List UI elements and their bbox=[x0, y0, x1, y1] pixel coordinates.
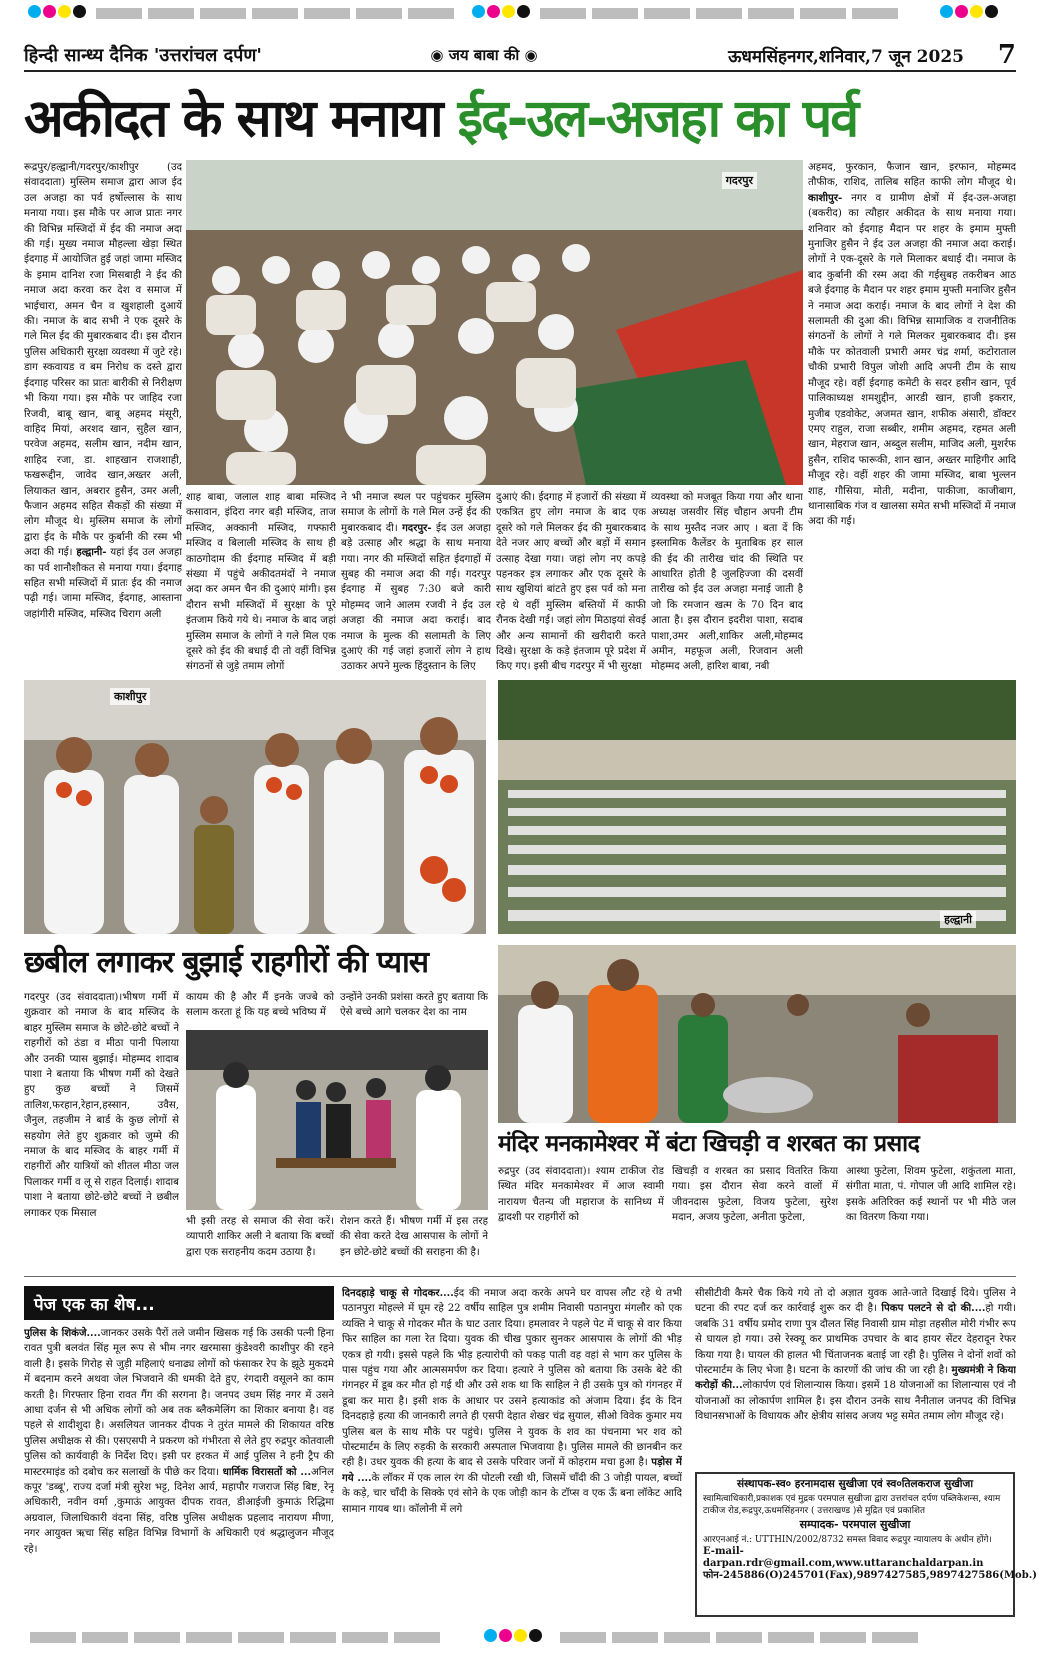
section-divider bbox=[24, 1276, 1016, 1277]
top-registration-bar bbox=[0, 0, 1039, 26]
registration-line: आरएनआई नं.: UTTHIN/2002/8732 समस्त विवाद रूद्रपुर न्यायालय के अधीन होंगे। bbox=[703, 1535, 992, 1545]
mandir-col3: आस्था फुटेला, शिवम फुटेला, शकुंतला माता, संगीता माता, पं. गोपाल जी आदि शामिल रहे। इसके अतिरिक्त कई स्थानों पर भी मीठे जल का वितरण किया गया। bbox=[846, 1166, 1016, 1224]
chhabeel-photo bbox=[186, 1030, 488, 1210]
slogan: ◉ जय बाबा की ◉ bbox=[430, 46, 538, 64]
chhabeel-col3-top: उन्होंने उनकी प्रशंसा करते हुए बताया कि ऐसे बच्चे आगे चलकर देश का नाम bbox=[340, 992, 488, 1019]
haldwani-caption: हल्द्वानी bbox=[940, 911, 976, 928]
haldwani-photo bbox=[498, 680, 1016, 934]
founders-line: संस्थापक-स्व० हरनामदास सुखीजा एवं स्व०तिलकराज सुखीजा bbox=[736, 1478, 974, 1490]
continued-col2: दिनदहाड़े चाकू से गोदकर....ईद की नमाज अदा करके अपने घर वापस लौट रहे थे तभी पठानपुरा मोहल्ले में घूम रहे 22 वर्षीय साहिल पुत्र शमीम निवासी पठानपुरा मंगलौर को एक व्यक्ति ने चाकू से गोदकर मौत के घाट उतार दिया। हमलावर ने पहले पेट में चाकू से वार किया फिर साहिल का गला रेत दिया। युवक की चीख पुकार सुनकर आसपास के लोगों की भीड़ एकत्र हो गयी। इससे पहले कि भीड़ हत्यारोपी को पकड़ पाती वह वहां से भाग कर पुलिस के पास पहुंच गया और आत्मसमर्पण कर दिया। हत्यारे ने पुलिस को बताया कि उसके बेटे की गंगनहर में डूब कर मौत हो गई थी और उसे शक था कि साहिल ने ही उसके पुत्र को गंगनहर में डूबा कर मारा है। इसी शक के आधार पर उसने हत्याकांड को अंजाम दिया। ईद के दिन दिनदहाड़े हत्या की जानकारी लगते ही एसपी देहात शेखर चंद्र सुयाल, सीओ विवेक कुमार मय पुलिस बल के साथ मौके पर पहुंचे। पुलिस ने युवक के शव का पंचनामा भर शव को पोस्टमार्टम के लिए रुड़की के सरकारी अस्पताल भिजवाया है। पुलिस मामले की छानबीन कर रही है। उधर युवक की हत्या के बाद से उसके परिवार जनों में कोहराम मचा हुआ है। पड़ोस में गये ....के लॉकर में एक लाल रंग की पोटली रखी थी, जिसमें चाँदी की 3 जोड़ी पायल, बच्चों के कड़े, चार चाँदी के सिक्के एवं सोने के एक जोड़ी कान के टॉप्स व एक ऊँ बना लॉकेट आदि सामान गायब था। कॉलोनी में लगे bbox=[342, 1287, 682, 1515]
publisher-line: स्वामित्वाधिकारी,प्रकाशक एवं मुद्रक परमपाल सुखीजा द्वारा उत्तरांचल दर्पण पब्लिकेशन्स, श्याम टाकीज रोड,रूद्रपुर,ऊधमसिंहनगर ( उत्तराखण्ड )से मुद्रित एवं प्रकाशित bbox=[703, 1494, 1001, 1516]
headline-part1: अकीदत के साथ मनाया bbox=[24, 89, 458, 149]
editor-line: सम्पादक- परमपाल सुखीजा bbox=[799, 1518, 911, 1531]
bottom-registration-bar bbox=[0, 1624, 1039, 1650]
crowd-illustration bbox=[186, 160, 803, 485]
grey-bars-left bbox=[96, 8, 454, 19]
eid-story-col4: दुआएं की। ईदगाह में हजारों की संख्या में एकत्रित हुए लोग नमाज के बाद एक दूसरे को गले मिलकर ईद की मुबारकबाद देते नजर आए बच्चों और बड़ों में समान उत्साह देखा गया। जहां लोग नए कपड़े पहनकर इत्र लगाकर और एक दूसरे के साथ खुशियां बांटते हुए इस पर्व को मना रहे थे वहीं मुस्लिम बस्तियों में काफी रौनक देखी गई। जहां लोग मिठाइयां सेवई और अन्य सामानों की खरीदारी करते दिखे। सुरक्षा के कड़े इंतजाम पूरे प्रदेश में किए गए। इसी बीच गदरपुर में भी सुरक्षा bbox=[496, 492, 646, 672]
haldwani-illustration bbox=[498, 680, 1016, 934]
mandir-headline: मंदिर मनकामेश्वर में बंटा खिचड़ी व शरबत का प्रसाद bbox=[498, 1131, 920, 1157]
headline-part2: ईद-उल-अजहा का पर्व bbox=[457, 89, 858, 149]
chhabeel-col1: गदरपुर (उद संवाददाता)।भीषण गर्मी में शुक्रवार को नमाज के बाद मस्जिद के बाहर मुस्लिम समाज के छोटे-छोटे बच्चों ने राहगीरों को ठंडा व मीठा पानी पिलाया और उनकी प्यास बुझाई। मोहम्मद शादाब पाशा ने बताया कि भीषण गर्मी को देखते हुए कुछ बच्चों ने जिसमें तालिश,फरहान,रेहान,हस्सान, उवैस, जैनुल, तहजीम ने बार्ड के कुछ लोगों से सहयोग लेते हुए शुक्रवार को जुम्मे की नमाज के बाद मस्जिद के बाहर गर्मी में राहगीरों और यात्रियों को शीतल मीठा जल पिलाकर गर्मी व लू से राहत दिलाई। शादाब पाशा ने बताया छोटे-छोटे बच्चों ने छबील लगाकर एक मिसाल bbox=[24, 992, 179, 1219]
grey-bars-bottom-left bbox=[30, 1632, 440, 1643]
email-link[interactable]: E-mail-darpan.rdr@gmail.com,www.uttaranchaldarpan.in bbox=[703, 1546, 984, 1569]
eid-story-col6: अहमद, फुरकान, फैजान खान, इरफान, मोहम्मद तौफीक, राशिद, तालिब सहित काफी लोग मौजूद थे। काशीपुर- नगर व ग्रामीण क्षेत्रों में ईद-उल-अजहा (बकरीद) का त्यौहार अकीदत के साथ मनाया गया। शनिवार को ईदगाह मैदान पर शहर के इमाम मुफ्ती मुनाजिर हुसैन ने ईद उल अजहा की नमाज अदा कराई। लोगों ने एक-दूसरे के गले मिलाकर बधाई दी। नमाज के बाद कुर्बानी की रस्म अदा की गईसुबह तकरीबन आठ बजे ईदगाह के मैदान पर शहर इमाम मुफ्ती मनाजिर हुसैन ने नमाज अदा कराई। नमाज के बाद लोगों ने देश की सलामती की दुआ की। विभिन्न सामाजिक व राजनीतिक संगठनों के लोगों ने गले मिलकर मुबारकबाद दी। इस मौके पर कोतवाली प्रभारी अमर चंद्र शर्मा, कटोराताल चौकी प्रभारी विपुल जोशी आदि अपनी टीम के साथ मौजूद रहे। वहीं ईदगाह कमेटी के सदर हसीन खान, पूर्व पालिकाध्यक्ष शमशुद्दीन, आरडी खान, हाजी इकरार, मुजीब एडवोकेट, अजमत खान, शफीक अंसारी, डॉक्टर एमए राहुल, राजा सब्बीर, शमीम अहमद, रहमत अली खान, मेहराज खान, अब्दुल सलीम, माजिद अली, मुशर्रफ हुसैन, राशिद फारूकी, शान खान, अख्तर माहिगीर आदि मौजूद रहे। वहीं शहर की जामा मस्जिद, बाबा भुल्लन शाह, गौसिया, मोती, मदीना, पाकीजा, काजीबाग, थानासाबिक गंज व खालसा समेत सभी मस्जिदों में नमाज अदा की गई। bbox=[808, 162, 1016, 528]
chhabeel-col2-bottom: भी इसी तरह से समाज की सेवा करें। व्यापारी शाकिर अली ने बताया कि बच्चों द्वारा एक सराहनीय कदम उठाया है। bbox=[186, 1216, 334, 1258]
date-line: ऊधमसिंहनगर,शनिवार,7 जून 2025 bbox=[728, 46, 964, 67]
cmyk-dots-left bbox=[28, 5, 86, 18]
kashipur-photo bbox=[24, 680, 486, 934]
chhabeel-headline: छबील लगाकर बुझाई राहगीरों की प्यास bbox=[24, 945, 429, 980]
main-headline bbox=[24, 86, 1016, 152]
emblem-icon: ◉ bbox=[519, 46, 538, 64]
cmyk-dots-right bbox=[940, 5, 998, 18]
continued-col3: सीसीटीवी कैमरे चैक किये गये तो दो अज्ञात युवक आते-जाते दिखाई दिये। पुलिस ने घटना की रपट दर्ज कर कार्रवाई शुरू कर दी है। पिकप पलटने से दो की....हो गयी। जबकि 31 वर्षीय प्रमोद राणा पुत्र दौलत सिंह निवासी ग्राम मोड़ा तहसील मोरी गंभीर रूप से घायल हो गया। उसे रेस्क्यू कर प्राथमिक उपचार के बाद हायर सेंटर देहरादून रेफर किया गया है। घायल की हालत भी चिंताजनक बताई जा रही है। पुलिस ने दोनों शवों को पोस्टमार्टम के लिए भेजा है। घटना के कारणों की जांच की जा रही है। मुख्यमंत्री ने किया करोड़ों की...लोकार्पण एवं शिलान्यास किया। इसमें 18 योजनाओं का शिलान्यास एवं नौ योजनाओं का लोकार्पण शामिल है। इस दौरान उनके साथ नैनीताल जनपद की विभिन्न विधानसभाओं के विधायक और क्षेत्रीय सांसद अजय भट्ट समेत तमाम लोग मौजूद रहे। bbox=[695, 1288, 1016, 1423]
chhabeel-col2-top: कायम की है और मैं इनके जज्बे को सलाम करता हूं कि यह बच्चे भविष्य में bbox=[186, 992, 334, 1019]
page-number: 7 bbox=[997, 40, 1016, 70]
grey-bars-bottom-right bbox=[560, 1632, 918, 1643]
masthead bbox=[24, 40, 1016, 72]
gadarpur-namaz-photo bbox=[186, 160, 803, 485]
mandir-col2: खिचड़ी व शरबत का प्रसाद वितरित किया गया। इस दौरान सेवा करने वालों में जीवनदास फुटेला, विजय फुटेला, सुरेश मदान, अजय फुटेला, अनीता फुटेला, bbox=[672, 1166, 838, 1224]
page-one-continued-label: पेज एक का शेष... bbox=[24, 1286, 334, 1320]
gadarpur-caption: गदरपुर bbox=[722, 172, 757, 189]
chhabeel-col3-bottom: रोशन करते हैं। भीषण गर्मी में इस तरह की सेवा करते देख आसपास के लोगों ने इन छोटे-छोटे बच्चों की सराहना की है। bbox=[340, 1216, 488, 1258]
emblem-icon: ◉ bbox=[430, 46, 449, 64]
chhabeel-illustration bbox=[186, 1030, 488, 1210]
mandir-col1: रुद्रपुर (उद संवाददाता)। श्याम टाकीज रोड स्थित मंदिर मनकामेश्वर में आज स्वामी नारायण चैतन्य जी महाराज के सानिध्य में द्वादशी पर राहगीरों को bbox=[498, 1166, 664, 1224]
cmyk-dots-center bbox=[472, 5, 530, 18]
eid-story-col5: व्यवस्था को मजबूत किया गया और थाना अध्यक्ष जसवीर सिंह चौहान अपनी टीम के साथ मुस्तैद नजर आए । बता दें कि इस्लामिक कैलेंडर के मुताबिक हर साल की ईद की तारीख चांद की स्थिति पर आधारित होती है जुलहिज्जा की दसवीं तारीख को ईद उल अजहा मनाई जाती है जो कि रमजान खत्म के 70 दिन बाद आता है। इस दौरान इदरीश पाशा, सदाब पाशा,उमर अली,शाकिर अली,मोहम्मद अमीन, महफूज अली, रिजवान अली मोहम्मद अली, हारिश बाबा, नबी bbox=[651, 492, 803, 672]
eid-story-col1: रूद्रपुर/हल्द्वानी/गदरपुर/काशीपुर (उद संवाददाता) मुस्लिम समाज द्वारा आज ईद उल अजहा का पर्व हर्षोल्लास के साथ मनाया गया। इस मौके पर आज प्रातः नगर की विभिन्न मस्जिदों में ईद की नमाज अदा की गई। मुख्य नमाज मौहल्ला खेड़ा स्थित ईदगाह में आयोजित हुई जहां जामा मस्जिद के इमाम दानिश रजा मिसबाही ने ईद की नमाज अदा करवा कर देश व समाज में भाईचारा, अमन चैन व खुशहाली दुआयें की। नमाज के बाद सभी ने एक दूसरे के गले मिल ईद की मुबारकबाद दी। इस दौरान पुलिस अधिकारी सुरक्षा व्यवस्था में जुटे रहे। डाग स्कवायड व बम निरोध क दस्ते द्वारा ईदगाह परिसर का प्रातः बारीकी से निरीक्षण भी किया गया। इस मौके पर जाहिद रजा रिजवी, बाबू खान, बाबू अहमद मंसूरी, वाहिद मियां, अरशद खान, सुहैल खान, परवेज अहमद, सलीम खान, नदीम खान, शाहिद रजा, डा. शाहखान राजशाही, फखरूद्दीन, जावेद खान,अख्तर अली, लियाकत खान, अबरार हुसैन, उमर अली, फैजान अहमद सहित सैकड़ों की संख्या में लोग मौजूद थे। मुस्लिम समाज के लोगों द्वारा ईद के मौके पर कुर्बानी की रस्म भी अदा की गई। हल्द्वानी- यहां ईद उल अजहा का पर्व शानौशौकत से मनाया गया। ईदगाह सहित सभी मस्जिदों में प्रातः ईद की नमाज पढ़ी गई। जामा मस्जिद, ईदगाह, आस्ताना जहांगीरी मस्जिद, मस्जिद चिराग अली bbox=[24, 162, 182, 620]
mandir-illustration bbox=[498, 945, 1016, 1123]
cmyk-dots-bottom bbox=[484, 1629, 542, 1642]
mandir-photo bbox=[498, 945, 1016, 1123]
grey-bars-right bbox=[540, 8, 898, 19]
eid-story-col3: ने भी नमाज स्थल पर पहुंचकर मुस्लिम समाज के लोगों के गले मिल उन्हें ईद की मुबारकबाद दी। गदरपुर- ईद उल अजहा बड़े उत्साह और श्रद्धा के साथ मनाया गया। नगर की मस्जिदों सहित ईदगाहों में सुबह की नमाज अदा की गई। गदरपुर ईदगाह में सुबह 7:30 बजे कारी मोहम्मद जाने आलम रजवी ने ईद उल अजहा की नमाज अदा कराई। बाद नमाज के मुल्क की सलामती के लिए दुआएं की गई जहां हजारों लोग ने हाथ उठाकर अपने मुल्क हिंदुस्तान के लिए bbox=[341, 492, 491, 672]
kashipur-caption: काशीपुर bbox=[110, 688, 150, 705]
continued-col1: पुलिस के शिकंजे....जानकर उसके पैरों तले जमीन खिसक गई कि उसकी पत्नी हिना रावत पुत्री बलवंत सिंह मूल रूप से भीम नगर खरमासा कुंडेश्वरी काशीपुर की रहने वाली है। इसके गिरोह से जुड़ी महिलाएं धनाढ्य लोगों को फंसाकर रेप के झूठे मुकदमे में बदनाम करने अथवा जेल भिजवाने की धमकी देते हुए, रंगदारी वसूलने का काम करती है। गिरफ्तार हिना रावत गैंग की सरगना है। जनपद उधम सिंह नगर में उसने आधा दर्जन से भी अधिक लोगों को अब तक ब्लैकमेलिंग का शिकार बनाया है। वह पहले से शादीशुदा है। असलियत जानकर दीपक ने तुरंत मामले की शिकायत वरिष्ठ पुलिस अधीक्षक से की। एसएसपी ने प्रकरण को गंभीरता से लेते हुए रुद्रपुर कोतवाली पुलिस को कार्यवाही के निर्देश दिए। इसी पर हरकत में आई पुलिस ने हनी ट्रैप की मास्टरमाइंड को दबोच कर सलाखों के पीछे कर दिया। धार्मिक विरासतों को ...अनिल कपूर 'डब्बू', राज्य दर्जा मंत्री सुरेश भट्ट, दिनेश आर्य, महापौर गजराज सिंह बिष्ट, रेनू अधिकारी, नवीन वर्मा ,कुमाऊं आयुक्त दीपक रावत, डीआईजी कुमाऊं रिद्धिमा अग्रवाल, जिलाधिकारी वंदना सिंह, वरिष्ठ पुलिस अधीक्षक प्रहलाद नारायण मीणा, नगर आयुक्त ऋचा सिंह सहित विभिन्न विभागों के अधिकारी एवं श्रद्धालुजन मौजूद रहे। bbox=[24, 1327, 334, 1555]
paper-name: हिन्दी सान्ध्य दैनिक 'उत्तरांचल दर्पण' bbox=[24, 45, 262, 66]
imprint-box bbox=[695, 1472, 1037, 1617]
eid-story-col2: शाह बाबा, जलाल शाह बाबा मस्जिद कसावान, इंदिरा नगर बड़ी मस्जिद, ताज मस्जिद, अक्कानी मस्जिद, गफ्फारी मस्जिद व बिलाली मस्जिद के साथ ही काठगोदाम की ईदगाह मस्जिद में बड़ी संख्या में पहुंचे अकीदतमंदों ने नमाज अदा कर अमन चैन की दुआएं मांगी। इस दौरान सभी मस्जिदों में सुरक्षा के पूरे इंतजाम किये गये थे। नमाज के बाद जहां मुस्लिम समाज के लोगों ने गले मिल एक दूसरे को ईद की बधाई दी तो वहीं विभिन्न संगठनों से जुड़े तमाम लोगों bbox=[186, 492, 336, 672]
kashipur-illustration bbox=[24, 680, 486, 934]
phone-line: फोन-245886(O)245701(Fax),9897427585,9897427586(Mob.) bbox=[703, 1570, 1037, 1581]
